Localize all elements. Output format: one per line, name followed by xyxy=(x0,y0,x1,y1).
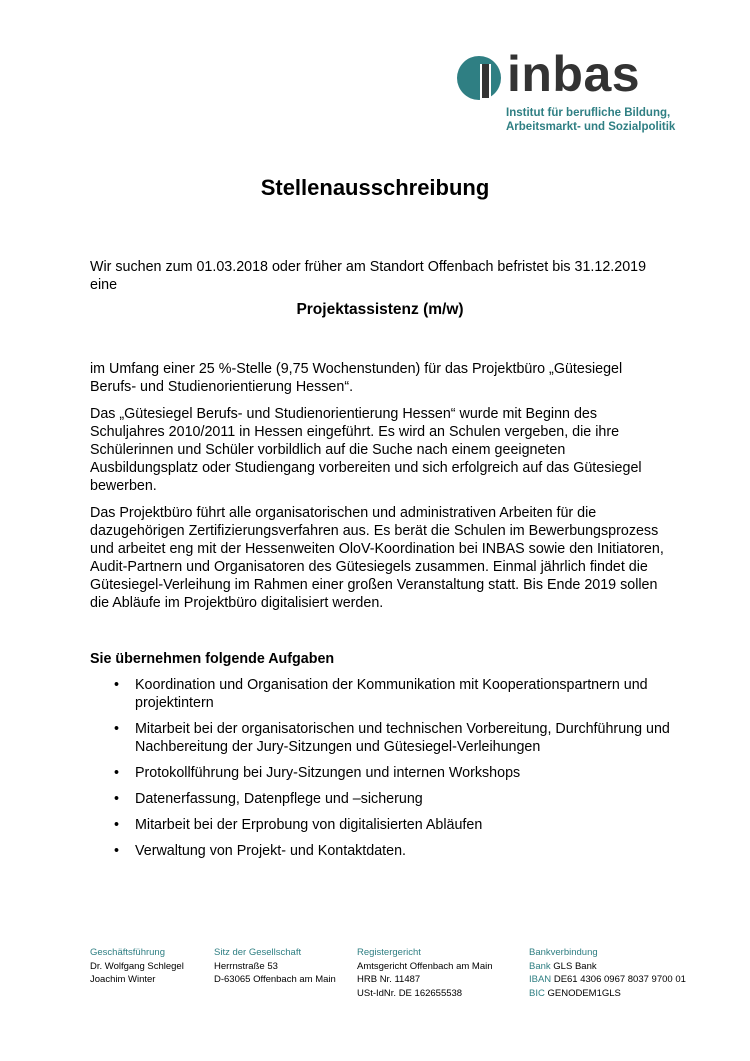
intro-text: Wir suchen zum 01.03.2018 oder früher am Standort Offenbach befristet bis 31.12.2019 eine xyxy=(90,259,647,293)
footer-text: Joachim Winter xyxy=(90,974,156,985)
list-item-text: Mitarbeit bei der Erprobung von digitalisierten Abläufen xyxy=(135,817,483,833)
list-item-text: Koordination und Organisation der Kommunikation mit Kooperationspartnern und projektintern xyxy=(135,677,648,711)
bullet-icon: • xyxy=(114,677,120,693)
logo-subtitle-line2: Arbeitsmarkt- und Sozialpolitik xyxy=(506,121,676,133)
tasks-heading: Sie übernehmen folgende Aufgaben xyxy=(90,651,335,667)
bank-value: GLS Bank xyxy=(553,960,597,972)
bic-value: GENODEM1GLS xyxy=(547,987,621,999)
logo-subtitle-line1: Institut für berufliche Bildung, xyxy=(506,107,671,119)
footer-management xyxy=(90,946,184,987)
document-body xyxy=(90,258,670,868)
iban-value: DE61 4306 0967 8037 9700 01 xyxy=(553,974,686,985)
bullet-icon: • xyxy=(114,817,120,833)
footer-bank-row xyxy=(529,960,686,974)
footer-label: Sitz der Gesellschaft xyxy=(214,947,302,958)
footer-text: USt-IdNr. DE 162655538 xyxy=(357,987,463,999)
list-item xyxy=(90,816,670,834)
footer-text: Amtsgericht Offenbach am Main xyxy=(357,960,493,972)
bullet-icon: • xyxy=(114,721,120,737)
list-item-text: Verwaltung von Projekt- und Kontaktdaten. xyxy=(135,843,407,859)
footer-register xyxy=(357,946,493,1000)
bullet-icon: • xyxy=(114,765,120,781)
bank-key: Bank xyxy=(529,960,551,972)
paragraph-guetesiegel: Das „Gütesiegel Berufs- und Studienorientierung Hessen“ wurde mit Beginn des Schuljahres 2010/2011 in Hessen eingeführt. Es wird an Schulen vergeben, die ihre Schülerinnen und Schüler vorbildlich auf die Suche nach einem geeigneten Ausbildungsplatz oder Studiengang vorbereiten und sich erfolgreich auf das Gütesiegel bewerben. xyxy=(90,406,642,494)
footer-text: D-63065 Offenbach am Main xyxy=(214,974,336,985)
list-item xyxy=(90,676,670,712)
footer-label: Bankverbindung xyxy=(529,947,598,958)
inbas-logo-mark-icon xyxy=(455,54,503,102)
logo-wordmark: inbas xyxy=(507,46,641,102)
list-item-text: Protokollführung bei Jury-Sitzungen und internen Workshops xyxy=(135,765,521,781)
footer-bank xyxy=(529,946,686,1000)
footer-office xyxy=(214,946,336,987)
footer-text: Herrnstraße 53 xyxy=(214,960,278,972)
footer-text: Dr. Wolfgang Schlegel xyxy=(90,960,184,972)
list-item-text: Mitarbeit bei der organisatorischen und technischen Vorbereitung, Durchführung und Nachbereitung der Jury-Sitzungen und Gütesiegel-Verleihungen xyxy=(135,721,670,755)
bullet-icon: • xyxy=(114,791,120,807)
bic-key: BIC xyxy=(529,987,545,999)
list-item xyxy=(90,720,670,756)
list-item xyxy=(90,842,670,860)
paragraph-scope: im Umfang einer 25 %-Stelle (9,75 Wochenstunden) für das Projektbüro „Gütesiegel Berufs- und Studienorientierung Hessen“. xyxy=(90,361,623,395)
footer-text: HRB Nr. 11487 xyxy=(357,974,421,985)
iban-key: IBAN xyxy=(529,974,552,985)
footer-label: Geschäftsführung xyxy=(90,947,165,958)
list-item xyxy=(90,790,670,808)
position-title: Projektassistenz (m/w) xyxy=(296,301,464,318)
tasks-list xyxy=(90,676,670,860)
list-item xyxy=(90,764,670,782)
footer-bic-row xyxy=(529,987,686,1001)
page-title: Stellenausschreibung xyxy=(260,175,490,200)
paragraph-projektbuero: Das Projektbüro führt alle organisatorischen und administrativen Arbeiten für die dazugehörigen Zertifizierungsverfahren aus. Es berät die Schulen im Bewerbungsprozess und arbeitet eng mit der Hessenweiten OloV-Koordination bei INBAS sowie den Initiatoren, Audit-Partnern und Organisatoren des Gütesiegels zusammen. Einmal jährlich findet die Gütesiegel-Verleihung im Rahmen einer großen Veranstaltung statt. Bis Ende 2019 sollen die Abläufe im Projektbüro digitalisiert werden. xyxy=(90,505,664,611)
footer-iban-row xyxy=(529,973,686,987)
list-item-text: Datenerfassung, Datenpflege und –sicherung xyxy=(135,791,423,807)
logo-subtitle xyxy=(506,106,686,134)
footer-label: Registergericht xyxy=(357,947,421,958)
bullet-icon: • xyxy=(114,843,120,859)
inbas-logo xyxy=(455,48,675,138)
